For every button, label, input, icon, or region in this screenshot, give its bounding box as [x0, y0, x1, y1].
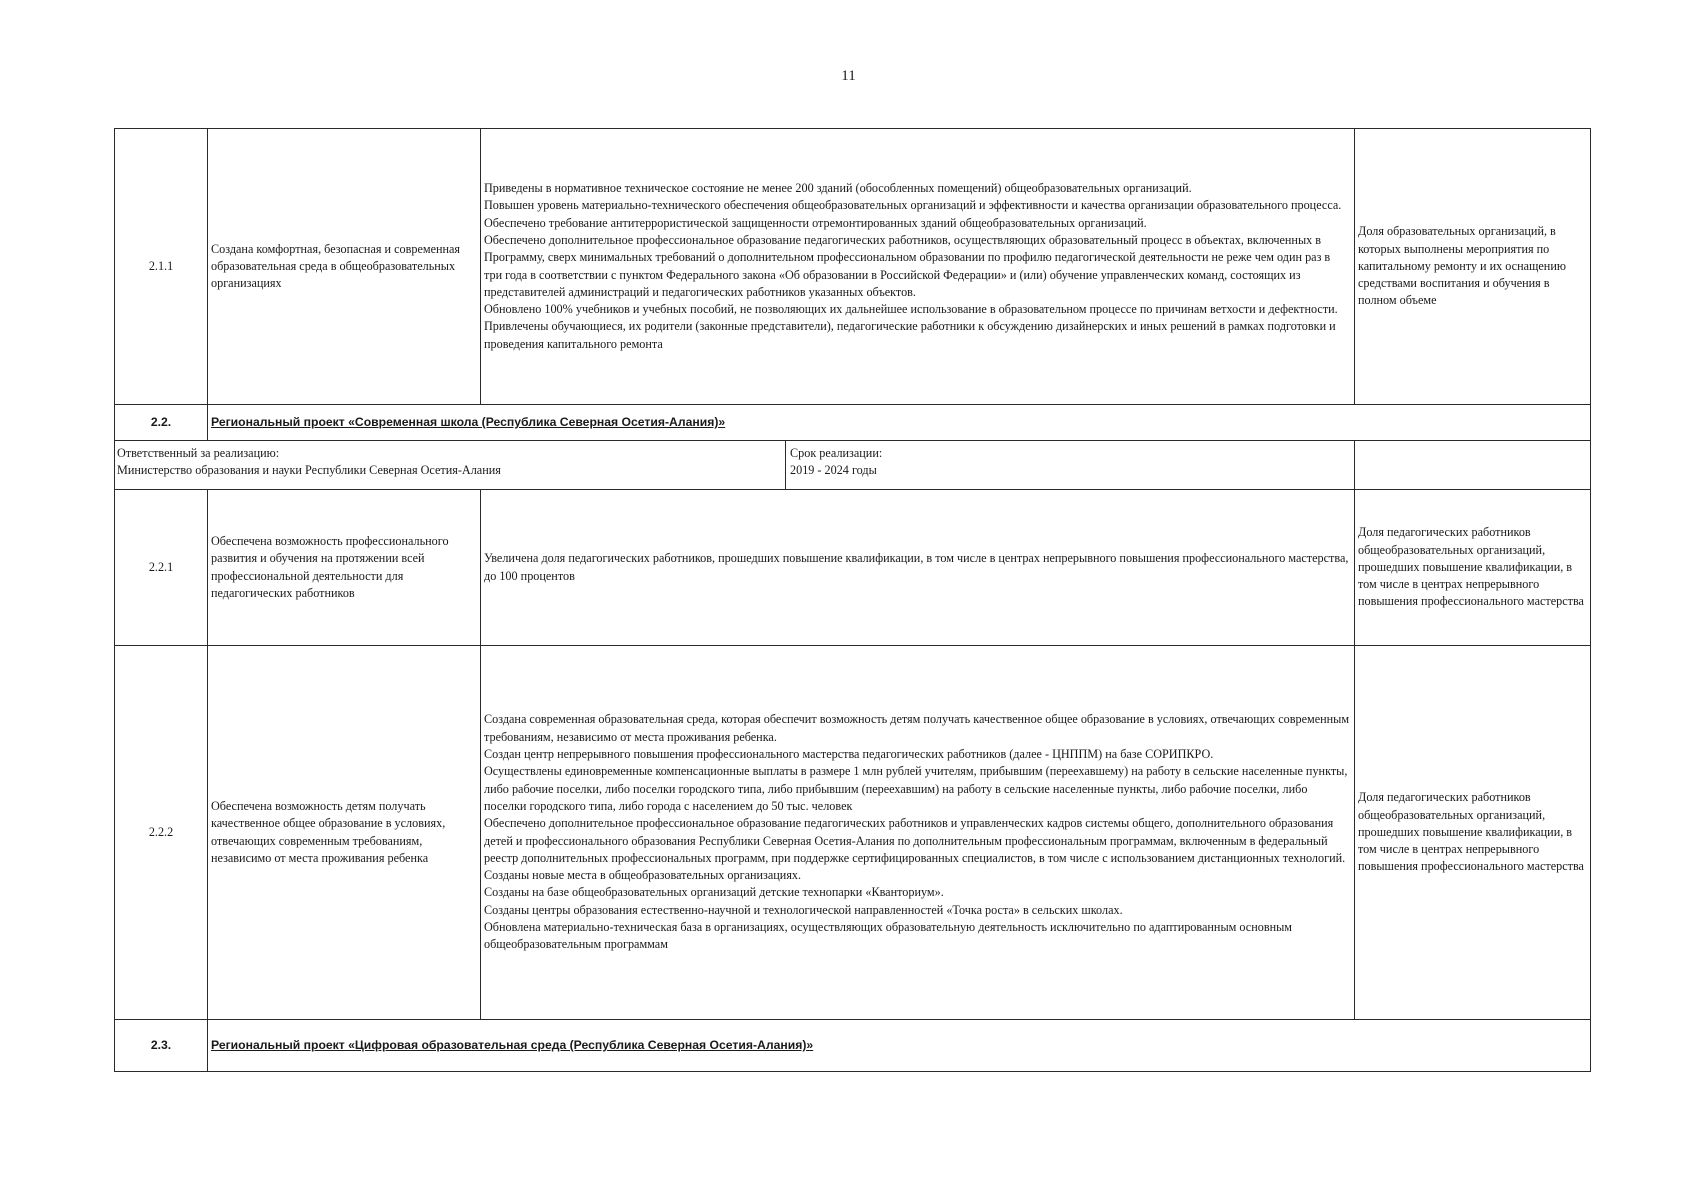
result-paragraph: Повышен уровень материально-технического обеспечения общеобразовательных организаций и эффективности и качества организации образовательного процесса. — [484, 198, 1342, 213]
table-row-2-2-2 — [115, 646, 1591, 1020]
result-paragraph: Обеспечено требование антитеррористической защищенности отремонтированных зданий общеобразовательных организаций. — [484, 215, 1147, 230]
responsible-label: Ответственный за реализацию: — [117, 446, 280, 460]
page-number: 11 — [841, 68, 856, 84]
result-paragraph: Обеспечено дополнительное профессиональное образование педагогических работников, осуществляющих образовательный процесс в объектах, включенных в Программу, сверх минимальных требований о дополнительном профессиональном образовании по профилю педагогической деятельности не реже чем один раз в три года в соответствии с пунктом Федерального закона «Об образовании в Российской Федерации» и (или) обучение управленческих команд, состоящих из представителей администраций и педагогических работников указанных объектов. — [484, 232, 1331, 299]
result-paragraph: Увеличена доля педагогических работников, прошедших повышение квалификации, в том числе в центрах непрерывного повышения профессионального мастерства, до 100 процентов — [484, 551, 1349, 583]
result-paragraph: Обновлена материально-техническая база в организациях, осуществляющих образовательную деятельность исключительно по адаптированным основным общеобразовательным программам — [484, 919, 1292, 952]
result-paragraph: Созданы центры образования естественно-научной и технологической направленностей «Точка роста» в сельских школах. — [484, 902, 1123, 917]
task-indicator: Доля педагогических работников общеобразовательных организаций, прошедших повышение квалификации, в том числе в центрах непрерывного повышения профессионального мастерства — [1355, 490, 1591, 646]
result-paragraph: Осуществлены единовременные компенсационные выплаты в размере 1 млн рублей учителям, прибывшим (переехавшему) на работу в сельские населенные пункты, либо рабочие поселки, либо поселки городского типа, либо прибывшим (переехавшим) на работу в сельские населенные пункты, либо рабочие поселки, либо поселки городского типа, либо города с населением до 50 тыс. человек — [484, 764, 1348, 813]
result-paragraph: Обеспечено дополнительное профессиональное образование педагогических работников и управленческих кадров системы общего, дополнительного образования детей и профессионального образования Республики Северная Осетия-Алания по дополнительным профессиональным программам, включенным в федеральный реестр дополнительных профессиональных программ, при поддержке сертифицированных специалистов, в том числе с использованием дистанционных технологий. — [484, 816, 1346, 865]
result-paragraph: Привлечены обучающиеся, их родители (законные представители), педагогические работники к обсуждению дизайнерских и иных решений в рамках подготовки и проведения капитального ремонта — [484, 319, 1336, 351]
task-results — [481, 646, 1355, 1020]
responsible-block — [115, 441, 786, 489]
result-paragraph: Создана современная образовательная среда, которая обеспечит возможность детям получать качественное общее образование в условиях, отвечающих современным требованиям, независимо от места проживания ребенка. — [484, 712, 1350, 744]
table-row-2-2-1 — [115, 490, 1591, 646]
task-title: Обеспечена возможность профессионального развития и обучения на протяжении всей профессиональной деятельности для педагогических работников — [208, 490, 481, 646]
section-title: Региональный проект «Современная школа (Республика Северная Осетия-Алания)» — [208, 405, 1591, 441]
responsible-row — [115, 441, 1591, 490]
term-label: Срок реализации: — [790, 446, 883, 460]
programme-table — [114, 128, 1591, 1072]
row-number: 2.1.1 — [115, 129, 208, 405]
section-number: 2.2. — [115, 405, 208, 441]
result-paragraph: Создан центр непрерывного повышения профессионального мастерства педагогических работников (далее - ЦНППМ) на базе СОРИПКРО. — [484, 747, 1214, 762]
row-number: 2.2.2 — [115, 646, 208, 1020]
task-indicator: Доля образовательных организаций, в которых выполнены мероприятия по капитальному ремонту и их оснащению средствами воспитания и обучения в полном объеме — [1355, 129, 1591, 405]
table-row-2-1-1 — [115, 129, 1591, 405]
row-number: 2.2.1 — [115, 490, 208, 646]
task-indicator: Доля педагогических работников общеобразовательных организаций, прошедших повышение квалификации, в том числе в центрах непрерывного повышения профессионального мастерства — [1355, 646, 1591, 1020]
section-number: 2.3. — [115, 1020, 208, 1072]
section-title: Региональный проект «Цифровая образовательная среда (Республика Северная Осетия-Алания)» — [208, 1020, 1591, 1072]
task-results — [481, 490, 1355, 646]
section-row-2-2 — [115, 405, 1591, 441]
task-title: Обеспечена возможность детям получать качественное общее образование в условиях, отвечающих современным требованиям, независимо от места проживания ребенка — [208, 646, 481, 1020]
term-value: 2019 - 2024 годы — [790, 463, 877, 478]
result-paragraph: Созданы на базе общеобразовательных организаций детские технопарки «Кванториум». — [484, 885, 944, 900]
result-paragraph: Приведены в нормативное техническое состояние не менее 200 зданий (обособленных помещений) общеобразовательных организаций. — [484, 181, 1192, 196]
task-title: Создана комфортная, безопасная и современная образовательная среда в общеобразовательных организациях — [208, 129, 481, 405]
task-results — [481, 129, 1355, 405]
result-paragraph: Обновлено 100% учебников и учебных пособий, не позволяющих их дальнейшее использование в образовательном процессе по причинам ветхости и дефектности. — [484, 302, 1338, 317]
term-block — [786, 441, 1354, 489]
result-paragraph: Созданы новые места в общеобразовательных организациях. — [484, 868, 802, 883]
section-row-2-3 — [115, 1020, 1591, 1072]
responsible-value: Министерство образования и науки Республики Северная Осетия-Алания — [117, 463, 501, 478]
